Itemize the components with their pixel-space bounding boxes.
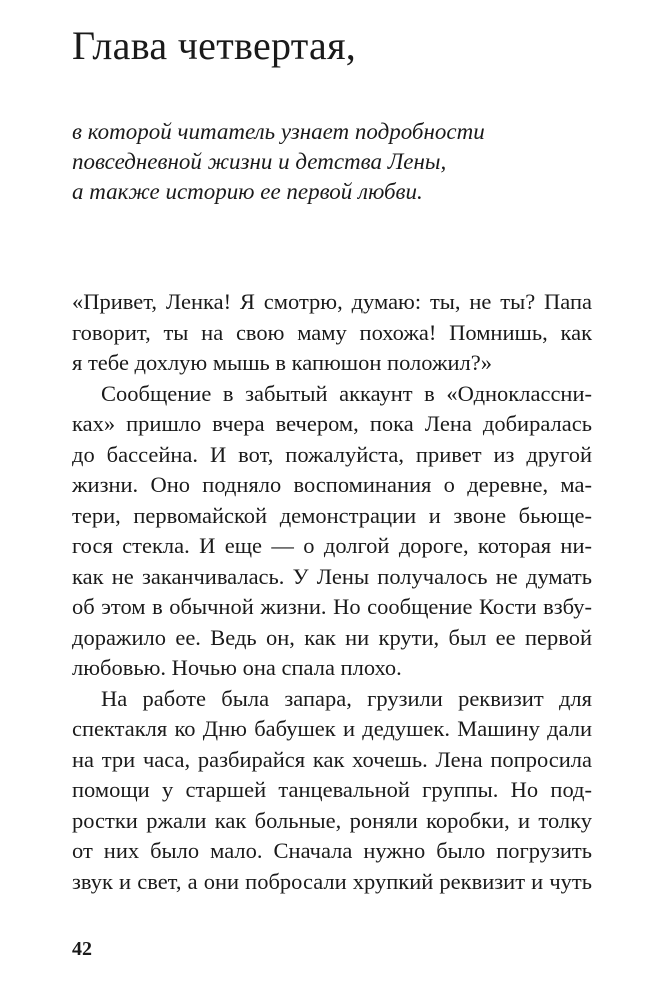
text-line: Сообщение в забытый аккаунт в «Одноклассни- xyxy=(101,380,592,406)
text-line: На работе была запара, грузили реквизит для xyxy=(101,685,592,711)
text-line: помощи у старшей танцевальной группы. Но под- xyxy=(72,777,592,802)
text-line: звук и свет, а они побросали хрупкий реквизит и чуть xyxy=(72,868,592,894)
text-line: говорит, ты на свою маму похожа! Помнишь, как xyxy=(72,319,592,345)
text-line: любовью. Ночью она спала плохо. xyxy=(72,655,402,680)
subtitle-line: в которой читатель узнает подробности xyxy=(72,119,485,144)
text-line: ках» пришло вчера вечером, пока Лена добиралась xyxy=(72,411,592,436)
text-line: тери, первомайской демонстрации и звоне бьюще- xyxy=(72,502,592,528)
text-line: как не заканчивалась. У Лены получалось не думать xyxy=(72,563,592,589)
text-line: об этом в обычной жизни. Но сообщение Кости взбу- xyxy=(72,594,592,619)
paragraph-message xyxy=(72,379,592,684)
subtitle-line: повседневной жизни и детства Лены, xyxy=(72,149,447,174)
chapter-title: Глава четвертая, xyxy=(72,23,357,68)
paragraph-work xyxy=(72,684,592,898)
text-line: жизни. Оно подняло воспоминания о деревне, ма- xyxy=(72,472,592,497)
text-line: спектакля ко Дню бабушек и дедушек. Машину дали xyxy=(72,716,592,741)
text-line: гося стекла. И еще — о долгой дороге, которая ни- xyxy=(72,533,592,558)
page-number: 42 xyxy=(72,938,92,960)
text-line: от них было мало. Сначала нужно было погрузить xyxy=(72,838,592,863)
text-line: «Привет, Ленка! Я смотрю, думаю: ты, не ты? Папа xyxy=(72,289,592,314)
text-line: ростки ржали как больные, роняли коробки, и толку xyxy=(72,807,592,833)
text-line: доражило ее. Ведь он, как ни крути, был ее первой xyxy=(72,624,592,650)
body-text xyxy=(72,287,592,897)
text-line: я тебе дохлую мышь в капюшон положил?» xyxy=(72,350,493,375)
text-line: на три часа, разбирайся как хочешь. Лена попросила xyxy=(72,746,592,772)
chapter-subtitle xyxy=(72,117,592,207)
subtitle-line: а также историю ее первой любви. xyxy=(72,179,423,204)
paragraph-letter xyxy=(72,287,592,379)
text-line: до бассейна. И вот, пожалуйста, привет из другой xyxy=(72,441,592,467)
